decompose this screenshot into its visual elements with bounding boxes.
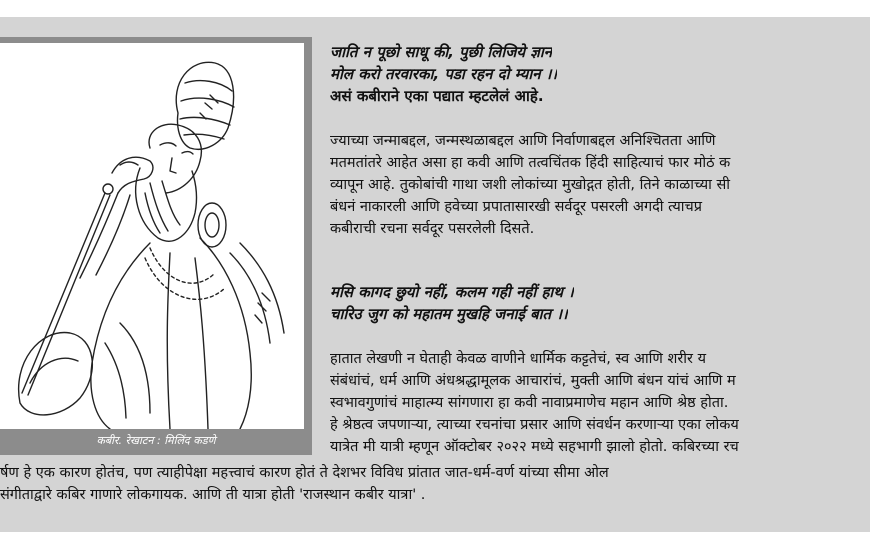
para1-line3: व्यापून आहे. तुकोबांची गाथा जशी लोकांच्या मुखोद्गत होती, तिने काळाच्या सी [330, 177, 731, 193]
para2-line3: स्वभावगुणांचं माहात्म्य सांगणारा हा कवी नावाप्रमाणेच महान आणि श्रेष्ठ होता. [330, 395, 729, 411]
verse1-line2: मोल करो तरवारका, पडा रहन दो म्यान ।। [330, 65, 558, 83]
para1-line2: मतमतांतरे आहेत असा हा कवी आणि तत्वचिंतक हिंदी साहित्याचं फार मोठं क [330, 155, 731, 171]
verse2-line1: मसि कागद छुयो नहीं, कलम गही नहीं हाथ । [330, 283, 574, 301]
para2-line2: संबंधांचं, धर्म आणि अंधश्रद्धामूलक आचारांचं, मुक्ती आणि बंधन यांचं आणि म [330, 373, 736, 389]
para2-line7: संगीताद्वारे कबिर गाणारे लोकगायक. आणि ती यात्रा होती 'राजस्थान कबीर यात्रा' . [0, 487, 426, 503]
para2-line6: र्षण हे एक कारण होतंच, पण त्याहीपेक्षा महत्त्वाचं कारण होतं ते देशभर विविध प्रांतात जात-धर्म-वर्ण यांच्या सीमा ओल [0, 465, 609, 481]
kabir-illustration [0, 43, 304, 429]
kabir-sketch-image [0, 43, 304, 429]
verse2-line2: चारिउ जुग को महातम मुखहि जनाई बात ।। [330, 305, 568, 323]
para2-line5: यात्रेत मी यात्री म्हणून ऑक्टोबर २०२२ मध्ये सहभागी झालो होतो. कबिरच्या रच [330, 439, 739, 455]
figure-caption: कबीर. रेखाटन : मिलिंद कडणे [96, 434, 216, 447]
para2-line4: हे श्रेष्ठत्व जपणाऱ्या, त्याच्या रचनांचा प्रसार आणि संवर्धन करणाऱ्या एका लोकय [330, 417, 739, 433]
para2-line1: हातात लेखणी न घेताही केवळ वाणीने धार्मिक कट्टतेचं, स्व आणि शरीर य [330, 351, 706, 367]
figure-frame [0, 37, 312, 455]
para1-line5: कबीराची रचना सर्वदूर पसरलेली दिसते. [330, 221, 535, 237]
verse1-line1: जाति न पूछो साधू की, पुछी लिजिये ज्ञान [330, 43, 553, 61]
para1-line1: ज्याच्या जन्माबद्दल, जन्मस्थळाबद्दल आणि निर्वाणाबद्दल अनिश्चितता आणि [330, 133, 716, 149]
para1-line4: बंधनं नाकारली आणि हवेच्या प्रपातासारखी सर्वदूर पसरली अगदी त्याचप्र [330, 199, 702, 215]
verse1-line3: असं कबीराने एका पद्यात म्हटलेलं आहे. [330, 87, 544, 105]
